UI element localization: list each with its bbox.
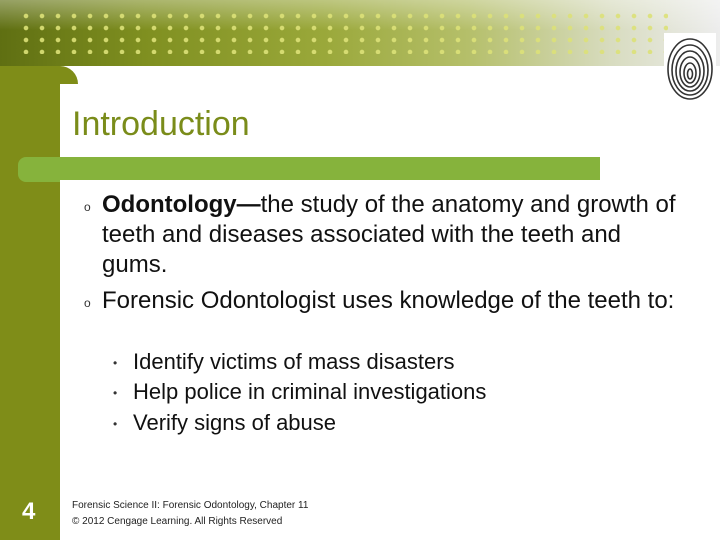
fingerprint-icon bbox=[664, 33, 716, 103]
slide-title: Introduction bbox=[72, 105, 250, 143]
accent-bar-tab bbox=[18, 157, 60, 182]
banner-dot-pattern bbox=[18, 10, 668, 54]
page-number: 4 bbox=[22, 498, 36, 525]
left-sidebar bbox=[0, 66, 60, 540]
bullet-marker: o bbox=[84, 296, 91, 310]
sub-bullet-text: Verify signs of abuse bbox=[133, 410, 337, 435]
sub-bullet-marker: • bbox=[113, 356, 118, 370]
bullet-body: Forensic Odontologist uses knowledge of the teeth to: bbox=[102, 287, 675, 314]
sub-bullet-text: Identify victims of mass disasters bbox=[133, 349, 455, 374]
sub-bullet-text: Help police in criminal investigations bbox=[133, 379, 487, 404]
bullet-marker: o bbox=[84, 200, 91, 214]
footer-line-2: © 2012 Cengage Learning. All Rights Reserved bbox=[72, 516, 283, 527]
bullet-text bbox=[102, 190, 692, 280]
sub-bullet-marker: • bbox=[113, 386, 118, 400]
bullet-lead: Odontology— bbox=[102, 191, 261, 218]
bullet-text bbox=[102, 286, 692, 316]
footer-line-1: Forensic Science II: Forensic Odontology, Chapter 11 bbox=[72, 500, 309, 511]
header-banner bbox=[0, 0, 720, 66]
sub-bullet-marker: • bbox=[113, 417, 118, 431]
sidebar-corner bbox=[60, 66, 78, 84]
bullet-body: the study of the anatomy and growth of teeth and diseases associated with the teeth and gums. bbox=[102, 191, 676, 278]
accent-bar bbox=[60, 157, 600, 180]
